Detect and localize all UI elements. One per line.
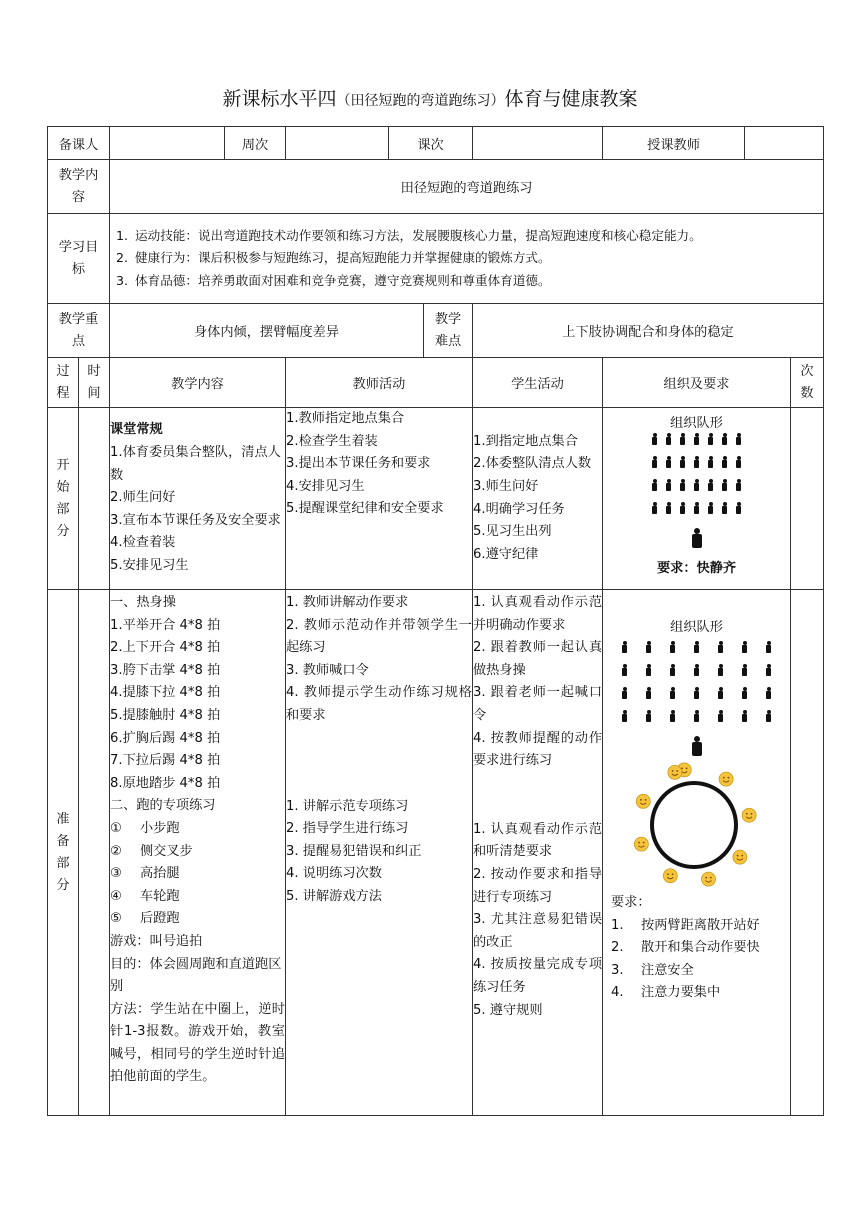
title-main-b: 体育与健康教案 (504, 88, 638, 110)
start-teacher-item: 5.提醒课堂纪律和安全要求 (286, 501, 444, 517)
prep-formation (603, 641, 790, 756)
prep-teacher-item: 5. 讲解游戏方法 (286, 888, 382, 904)
prep-student-item: 4. 按质按量完成专项练习任务 (473, 957, 603, 995)
prep-row (48, 590, 824, 1116)
prep-student-item: 1. 认真观看动作示范和听清楚要求 (473, 821, 603, 860)
teacher-value[interactable] (745, 127, 824, 160)
teacher-figure-icon (691, 528, 703, 548)
prep-student-item: 2. 按动作要求和指导进行专项练习 (473, 866, 603, 905)
start-teacher-item: 1.教师指定地点集合 (286, 411, 405, 426)
key-row (48, 304, 824, 358)
start-teacher-item: 4.安排见习生 (286, 478, 365, 494)
smiley-face-icon (701, 872, 715, 886)
goal-item: 3. 体育品德：培养勇敢面对困难和竞争竞赛，遵守竞赛规则和尊重体育道德。 (132, 270, 823, 293)
start-student-item: 6.遵守纪律 (473, 546, 539, 562)
key-label: 教学重点 (58, 311, 99, 349)
prep-teacher-cell (286, 590, 473, 1116)
difficulty-label: 教学难点 (434, 311, 462, 349)
warmup-item: 8.原地踏步 4*8 拍 (110, 775, 221, 791)
circle-formation (603, 760, 790, 890)
prep-student-item: 4. 按教师提醒的动作要求进行练习 (473, 730, 603, 769)
start-teacher-cell (286, 408, 473, 590)
start-content-title: 课堂常规 (110, 422, 163, 438)
prep-org-title: 组织队形 (670, 620, 723, 635)
header-student: 学生活动 (473, 358, 603, 408)
circle-diagram (632, 760, 762, 890)
start-org-cell (603, 408, 791, 590)
header-times: 次数 (800, 363, 814, 401)
start-content-item: 1.体育委员集合整队，清点人数 (110, 445, 281, 483)
warmup-item: 4.提膝下拉 4*8 拍 (110, 685, 221, 701)
start-student-item: 3.师生问好 (473, 478, 539, 494)
content-value: 田径短跑的弯道跑练习 (110, 160, 824, 214)
special-item: ③ 高抬腿 (110, 866, 180, 882)
teacher-label: 授课教师 (603, 127, 745, 160)
warmup-item: 6.扩胸后踢 4*8 拍 (110, 730, 221, 746)
prep-student-item: 3. 尤其注意易犯错误的改正 (473, 912, 603, 950)
content-label: 教学内容 (58, 167, 99, 205)
preparer-label: 备课人 (48, 127, 110, 160)
start-row (48, 408, 824, 590)
prep-require-item: 1. 按两臂距离散开站好 (611, 917, 760, 933)
start-org-title: 组织队形 (670, 416, 723, 431)
prep-teacher-item: 1. 教师讲解动作要求 (286, 595, 409, 610)
prep-require-label: 要求： (611, 895, 651, 910)
start-content-item: 3.宣布本节课任务及安全要求 (110, 512, 281, 528)
prep-times-cell[interactable] (791, 590, 824, 1116)
title-main-a: 新课标水平四 (222, 88, 337, 110)
prep-student-item: 3. 跟着老师一起喊口令 (473, 685, 603, 723)
goal-item: 2. 健康行为：课后积极参与短跑练习，提高短跑能力并掌握健康的锻炼方式。 (132, 247, 823, 270)
smiley-face-icon (663, 869, 677, 883)
prep-student-item: 5. 遵守规则 (473, 1002, 543, 1018)
start-content-item: 2.师生问好 (110, 490, 176, 506)
lesson-plan-table (47, 126, 824, 1116)
smiley-face-icon (719, 772, 733, 786)
prep-require-item: 3. 注意安全 (611, 962, 694, 978)
lesson-label: 课次 (389, 127, 473, 160)
start-student-cell (473, 408, 603, 590)
prep-require-item: 2. 散开和集合动作要快 (611, 940, 760, 956)
special-title: 二、跑的专项练习 (110, 798, 216, 814)
start-content-item: 5.安排见习生 (110, 557, 189, 573)
game-name: 游戏：叫号追拍 (110, 933, 203, 949)
teacher-figure-icon (691, 736, 703, 756)
prep-teacher-item: 4. 说明练习次数 (286, 866, 382, 882)
special-item: ④ 车轮跑 (110, 888, 180, 904)
goals-label: 学习目标 (58, 239, 99, 277)
header-content: 教学内容 (110, 358, 286, 408)
warmup-title: 一、热身操 (110, 595, 176, 610)
prep-student-cell (473, 590, 603, 1116)
special-item: ⑤ 后蹬跑 (110, 911, 180, 927)
start-student-item: 4.明确学习任务 (473, 501, 565, 517)
prep-teacher-item: 2. 指导学生进行练习 (286, 821, 409, 837)
smiley-face-icon (732, 850, 746, 864)
lesson-value[interactable] (473, 127, 603, 160)
goals-list (102, 225, 823, 293)
student-figure-icon (621, 641, 628, 653)
header-time: 时间 (87, 363, 101, 401)
header-time-cell (79, 358, 110, 408)
start-student-item: 2.体委整队清点人数 (473, 456, 592, 472)
smiley-face-icon (667, 765, 681, 779)
goals-row (48, 214, 824, 304)
start-org-require: 要求：快静齐 (656, 561, 737, 576)
start-times-cell[interactable] (791, 408, 824, 590)
prep-label: 准备部分 (56, 811, 70, 893)
warmup-item: 1.平举开合 4*8 拍 (110, 617, 221, 633)
warmup-item: 3.胯下击掌 4*8 拍 (110, 662, 221, 678)
header-row (48, 358, 824, 408)
goals-value-cell (110, 214, 824, 304)
prep-teacher-item: 3. 教师喊口令 (286, 662, 369, 678)
start-label: 开始部分 (56, 457, 70, 539)
game-purpose: 目的：体会圆周跑和直道跑区别 (110, 956, 282, 995)
goal-item: 1. 运动技能：说出弯道跑技术动作要领和练习方法，发展腰腹核心力量，提高短跑速度和核心稳定能力。 (132, 225, 823, 248)
header-org: 组织及要求 (603, 358, 791, 408)
prep-label-cell (48, 590, 79, 1116)
content-row (48, 160, 824, 214)
prep-org-cell (603, 590, 791, 1116)
header-process: 过程 (56, 363, 70, 401)
start-student-item: 5.见习生出列 (473, 524, 552, 540)
content-label-cell (48, 160, 110, 214)
prep-teacher-item: 2. 教师示范动作并带领学生一起练习 (286, 617, 472, 656)
week-label: 周次 (225, 127, 286, 160)
prep-require (603, 890, 790, 1005)
smiley-face-icon (634, 837, 648, 851)
prep-content-cell (110, 590, 286, 1116)
goals-label-cell (48, 214, 110, 304)
warmup-item: 5.提膝触肘 4*8 拍 (110, 707, 221, 723)
smiley-face-icon (742, 808, 756, 822)
student-figure-icon (651, 433, 658, 445)
prep-time-cell[interactable] (79, 590, 110, 1116)
prep-teacher-item: 3. 提醒易犯错误和纠正 (286, 843, 422, 859)
key-value: 身体内倾，摆臂幅度差异 (110, 304, 424, 358)
game-method: 方法：学生站在中圈上，逆时针1-3报数。游戏开始，教室喊号，相同号的学生逆时针追拍他前面的学生。 (110, 1001, 285, 1085)
difficulty-value: 上下肢协调配合和身体的稳定 (473, 304, 824, 358)
week-value[interactable] (286, 127, 389, 160)
start-content-cell (110, 408, 286, 590)
prep-require-item: 4. 注意力要集中 (611, 985, 721, 1001)
prep-student-item: 2. 跟着教师一起认真做热身操 (473, 640, 603, 678)
warmup-item: 7.下拉后踢 4*8 拍 (110, 753, 221, 769)
start-teacher-item: 3.提出本节课任务和要求 (286, 456, 431, 472)
start-time-cell[interactable] (79, 408, 110, 590)
special-item: ② 侧交叉步 (110, 843, 193, 859)
start-content-item: 4.检查着装 (110, 535, 176, 551)
header-times-cell (791, 358, 824, 408)
header-teacher: 教师活动 (286, 358, 473, 408)
start-label-cell (48, 408, 79, 590)
start-formation (603, 433, 790, 548)
prep-student-item: 1. 认真观看动作示范并明确动作要求 (473, 595, 603, 633)
key-label-cell (48, 304, 110, 358)
title-sub: （田径短跑的弯道跑练习） (336, 93, 505, 109)
prep-teacher-item: 4. 教师提示学生动作练习规格和要求 (286, 685, 472, 723)
special-item: ① 小步跑 (110, 820, 180, 836)
start-teacher-item: 2.检查学生着装 (286, 433, 378, 449)
start-student-item: 1.到指定地点集合 (473, 433, 578, 449)
difficulty-label-cell (424, 304, 473, 358)
smiley-face-icon (636, 794, 650, 808)
prep-teacher-item: 1. 讲解示范专项练习 (286, 798, 409, 814)
header-process-cell (48, 358, 79, 408)
preparer-value[interactable] (110, 127, 225, 160)
info-row (48, 127, 824, 160)
page-title (0, 84, 860, 111)
warmup-item: 2.上下开合 4*8 拍 (110, 640, 221, 656)
